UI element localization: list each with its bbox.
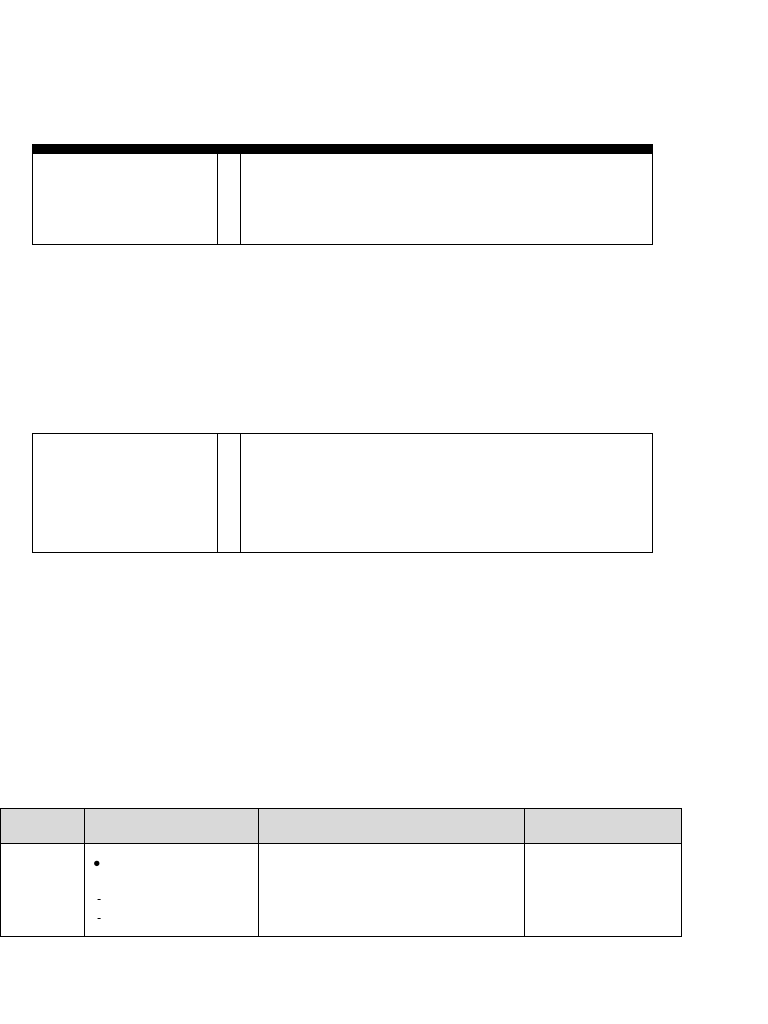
header-catatan: [525, 809, 682, 844]
row-label: [33, 434, 218, 553]
colon: [218, 154, 241, 245]
list-item: [91, 856, 252, 872]
row-value: [241, 434, 653, 553]
list-item: -: [97, 911, 102, 925]
header-isi-pelajaran: [85, 809, 259, 844]
row-label: [33, 154, 218, 245]
colon: [218, 434, 241, 553]
header-masa-fasa: [1, 809, 85, 844]
class-info-table: [32, 144, 653, 245]
table-row: [33, 154, 653, 245]
notes-cell: [525, 844, 682, 937]
lesson-plan-table: [0, 808, 682, 937]
table-row: [33, 434, 653, 553]
row-value: [241, 154, 653, 245]
phase-cell: [1, 844, 85, 937]
lesson-details-table: [32, 433, 653, 553]
table-row: [1, 844, 682, 937]
bullet-icon: ●: [93, 856, 101, 870]
table-header-row: [1, 809, 682, 844]
list-item: -: [97, 891, 102, 906]
content-cell: [85, 844, 259, 937]
activity-cell: [259, 844, 525, 937]
header-aktiviti: [259, 809, 525, 844]
